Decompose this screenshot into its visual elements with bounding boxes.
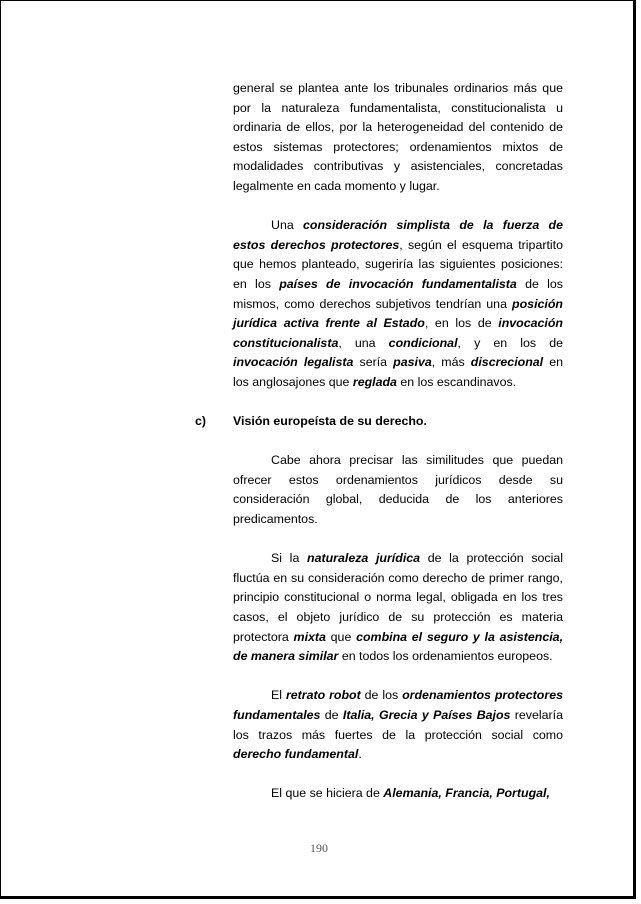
emphasized-text: retrato robot <box>285 688 361 703</box>
text-run: , una <box>338 335 389 350</box>
emphasized-text: derecho fundamental <box>233 747 359 762</box>
text-run: . <box>358 747 362 762</box>
text-run: El que se hiciera de <box>271 786 384 801</box>
section-heading-text: Visión europeísta de su derecho. <box>233 414 427 429</box>
text-run: general se plantea ante los tribunales ordinarios más que por la naturaleza fundamentalista, constitucionalista u ordinaria de ellos, por la heterogeneidad del contenido de estos sistemas protectores; ordenamientos mixtos de modalidades contributivas y asistenciales, concretadas legalmente en cada momento y lugar. <box>233 81 563 193</box>
paragraph <box>233 79 563 197</box>
text-run: de los mismos, como derechos subjetivos tendrían una <box>233 276 563 311</box>
emphasized-text: combina el seguro y la asistencia, de manera similar <box>233 629 564 664</box>
text-run: de los <box>360 688 403 703</box>
paragraph <box>233 784 563 804</box>
emphasized-text: discrecional <box>470 355 544 370</box>
text-run: revelaría los trazos más fuertes de la protección social como <box>233 708 564 742</box>
text-run: , según el esquema tripartito que hemos planteado, sugeriría las siguientes posiciones: en los <box>233 237 563 291</box>
section-heading <box>195 412 563 432</box>
text-run: que <box>325 629 357 644</box>
emphasized-text: consideración simplista de la fuerza de estos derechos protectores <box>233 218 563 252</box>
emphasized-text: Alemania, Francia, Portugal, <box>383 786 550 801</box>
text-run: Cabe ahora precisar las similitudes que puedan ofrecer estos ordenamientos jurídicos desde su consideración global, deducida de los anteriores predicamentos. <box>233 453 563 527</box>
text-run: , y en los de <box>457 335 563 350</box>
text-run: El <box>271 688 286 703</box>
emphasized-text: mixta <box>293 629 326 644</box>
emphasized-text: Italia, Grecia y Países Bajos <box>342 708 511 722</box>
emphasized-text: ordenamientos protectores fundamentales <box>233 688 563 722</box>
emphasized-text: naturaleza jurídica <box>307 551 421 566</box>
text-run: Si la <box>271 551 308 566</box>
paragraph <box>233 216 563 392</box>
emphasized-text: pasiva <box>393 355 432 370</box>
emphasized-text: invocación legalista <box>233 355 354 370</box>
page-number: 190 <box>310 841 328 855</box>
text-run: en los escandinavos. <box>396 374 517 389</box>
emphasized-text: reglada <box>352 374 397 389</box>
emphasized-text: posición jurídica activa frente al Estado <box>233 296 563 331</box>
text-run: en todos los ordenamientos europeos. <box>338 649 553 664</box>
text-run: de <box>320 708 343 722</box>
text-run: de la protección social fluctúa en su consideración como derecho de primer rango, principio constitucional o norma legal, obligada en los tres casos, el objeto jurídico de su protección es materia protectora <box>233 551 563 644</box>
text-run: sería <box>353 355 394 370</box>
paragraph <box>233 549 563 667</box>
emphasized-text: invocación constitucionalista <box>233 316 563 350</box>
paragraph-group-1 <box>233 79 563 393</box>
paragraph <box>233 451 563 529</box>
text-run: en los anglosajones que <box>233 355 563 389</box>
emphasized-text: países de invocación fundamentalista <box>279 276 517 291</box>
text-run: , más <box>431 355 471 370</box>
text-run: , en los de <box>424 316 499 331</box>
text-run: Una <box>271 218 304 233</box>
paragraph-group-2 <box>233 451 563 804</box>
body-text <box>195 79 564 824</box>
section-heading-letter: c) <box>195 414 207 429</box>
emphasized-text: condicional <box>388 335 458 350</box>
paragraph <box>233 686 563 764</box>
